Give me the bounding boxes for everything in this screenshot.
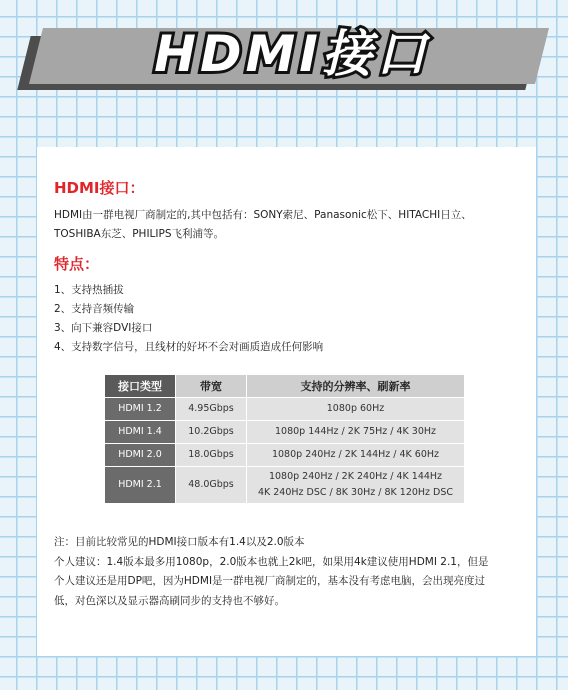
intro-line: HDMI由一群电视厂商制定的,其中包括有：SONY索尼、Panasonic松下、HITACHI日立、 [54, 209, 472, 221]
section-heading-features: 特点： [54, 255, 100, 273]
cell-version: HDMI 2.1 [105, 467, 176, 504]
list-item: 1、支持热插拔 [54, 284, 124, 296]
content-card [37, 147, 536, 656]
list-item: 4、支持数字信号，且线材的好坏不会对画质造成任何影响 [54, 341, 324, 353]
list-item: 2、支持音频传输 [54, 303, 135, 315]
resolution-line: 1080p 144Hz / 2K 75Hz / 4K 30Hz [275, 426, 436, 437]
note-line: 注：目前比较常见的HDMI接口版本有1.4以及2.0版本 [54, 536, 305, 548]
resolution-line: 4K 240Hz DSC / 8K 30Hz / 8K 120Hz DSC [257, 487, 454, 498]
table-row [105, 444, 465, 467]
cell-bandwidth: 48.0Gbps [176, 467, 247, 504]
resolution-line: 1080p 240Hz / 2K 240Hz / 4K 144Hz [268, 471, 443, 482]
note-paragraph [54, 533, 524, 611]
cell-version: HDMI 1.4 [105, 421, 176, 444]
cell-resolution [247, 421, 465, 444]
column-header-resolution: 支持的分辨率、刷新率 [247, 375, 465, 398]
cell-bandwidth: 10.2Gbps [176, 421, 247, 444]
section-heading-hdmi: HDMI接口： [54, 179, 145, 197]
hdmi-version-table [104, 374, 465, 504]
column-header-type: 接口类型 [105, 375, 176, 398]
resolution-line: 1080p 60Hz [326, 403, 385, 414]
table-row [105, 421, 465, 444]
table-row [105, 467, 465, 504]
table-row [105, 398, 465, 421]
table-header-row [105, 375, 465, 398]
note-line: 低，对色深以及显示器高刷同步的支持也不够好。 [54, 594, 285, 607]
intro-paragraph [54, 206, 524, 244]
note-line: 个人建议：1.4版本最多用1080p，2.0版本也就上2k吧，如果用4k建议使用HDMI 2.1，但是 [54, 555, 489, 568]
cell-bandwidth: 4.95Gbps [176, 398, 247, 421]
intro-line: TOSHIBA东芝、PHILIPS飞利浦等。 [54, 228, 224, 240]
title-banner [22, 14, 542, 96]
feature-list [54, 281, 524, 357]
resolution-line: 1080p 240Hz / 2K 144Hz / 4K 60Hz [271, 449, 440, 460]
cell-version: HDMI 1.2 [105, 398, 176, 421]
column-header-bandwidth: 带宽 [176, 375, 247, 398]
page-title: HDMI接口 [154, 25, 430, 83]
note-line: 个人建议还是用DP吧，因为HDMI是一群电视厂商制定的，基本没有考虑电脑，会出现亮度过 [54, 575, 486, 587]
cell-version: HDMI 2.0 [105, 444, 176, 467]
cell-resolution [247, 398, 465, 421]
list-item: 3、向下兼容DVI接口 [54, 322, 153, 334]
cell-resolution [247, 444, 465, 467]
cell-bandwidth: 18.0Gbps [176, 444, 247, 467]
cell-resolution [247, 467, 465, 504]
